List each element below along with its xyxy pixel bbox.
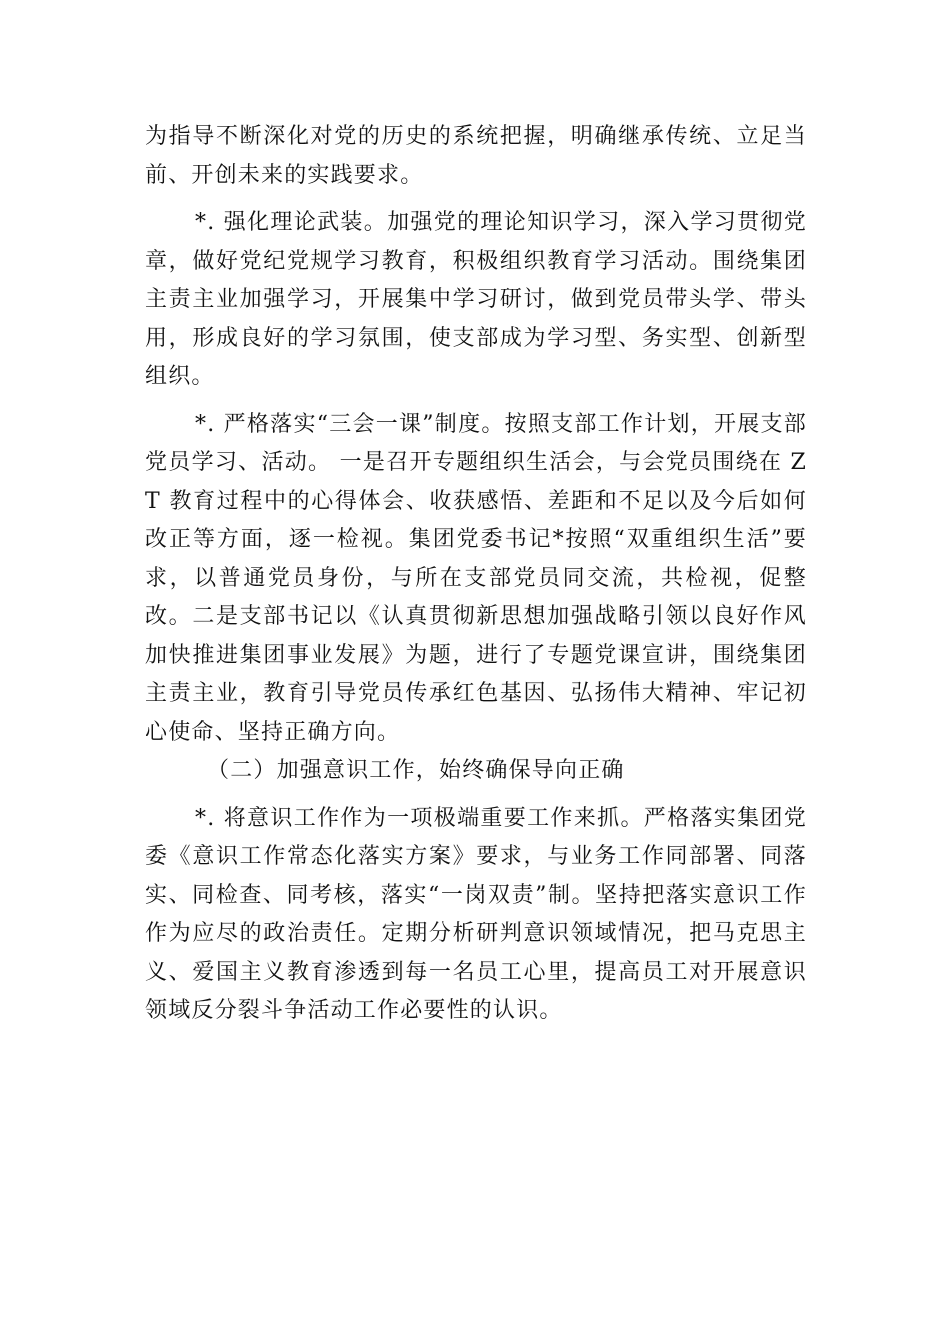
paragraph-theory-study: *. 强化理论武装。加强党的理论知识学习，深入学习贯彻党章，做好党纪党规学习教育，积极组织教育学习活动。围绕集团主责主业加强学习，开展集中学习研讨，做到党员带头学、带头用，形成良好的学习氛围，使支部成为学习型、务实型、创新型组织。 xyxy=(145,210,807,389)
document-page xyxy=(145,118,807,1031)
paragraph-three-meetings: *. 严格落实“三会一课”制度。按照支部工作计划，开展支部党员学习、活动。 一是召开专题组织生活会，与会党员围绕在 ZT 教育过程中的心得体会、收获感悟、差距和不足以及今后如何改正等方面，逐一检视。集团党委书记*按照“双重组织生活”要求，以普通党员身份，与所在支部党员同交流，共检视，促整改。二是支部书记以《认真贯彻新思想加强战略引领以良好作风加快推进集团事业发展》为题，进行了专题党课宣讲，围绕集团主责主业，教育引导党员传承红色基因、弘扬伟大精神、牢记初心使命、坚持正确方向。 xyxy=(145,411,807,745)
paragraph-continued: 为指导不断深化对党的历史的系统把握，明确继承传统、立足当前、开创未来的实践要求。 xyxy=(145,124,807,188)
paragraph-ideology-work: *. 将意识工作作为一项极端重要工作来抓。严格落实集团党委《意识工作常态化落实方案》要求，与业务工作同部署、同落实、同检查、同考核，落实“一岗双责”制。坚持把落实意识工作作为应尽的政治责任。定期分析研判意识领域情况，把马克思主义、爱国主义教育渗透到每一名员工心里，提高员工对开展意识领域反分裂斗争活动工作必要性的认识。 xyxy=(145,805,807,1023)
section-heading: （二）加强意识工作，始终确保导向正确 xyxy=(207,758,625,783)
